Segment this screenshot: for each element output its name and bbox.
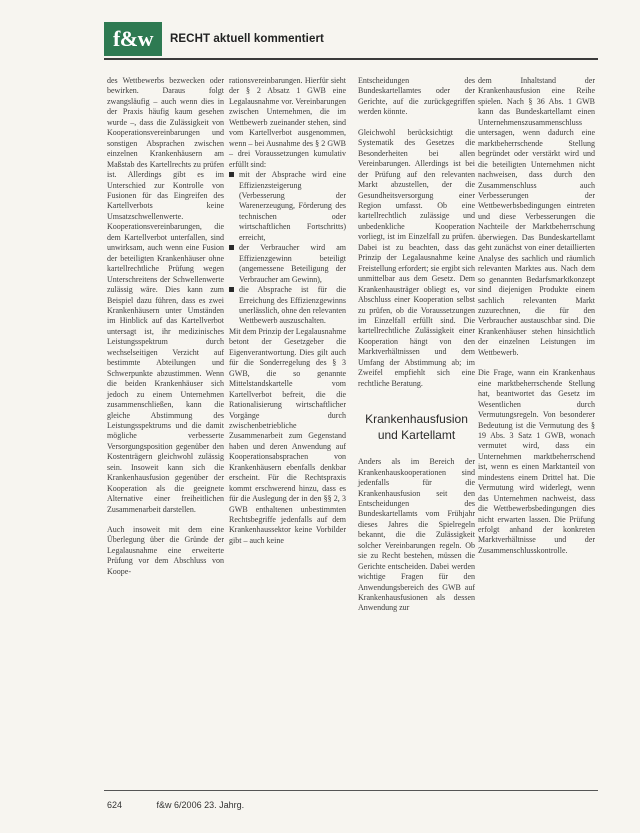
text-column-3 <box>358 76 475 614</box>
journal-issue: f&w 6/2006 23. Jahrg. <box>156 800 245 810</box>
paragraph: Auch insoweit mit dem eine Überlegung über die Gründe der Legalausnahme eine erweiterte Prüfung vor dem Abschluss von Koope- <box>107 525 224 576</box>
paragraph: dem Inhaltstand der Krankenhausfusion eine Reihe spielen. Nach § 36 Abs. 1 GWB kann das Bundeskartellamt einen Unternehmenszusammenschluss untersagen, wenn dadurch eine marktbeherrschende Stellung begründet oder verstärkt wird und die beteiligten Unternehmen nicht nachweisen, dass durch den Zusammenschluss auch Verbesserungen der Wettbewerbsbedingungen eintreten und diese Verbesserungen die Nachteile der Marktbeherrschung überwiegen. Das Bundeskartellamt geht zunächst von einer detaillierten Analyse des sachlich und räumlich relevanten Marktes aus. Nach dem so genannten Bedarfsmarktkonzept sind diejenigen Produkte einem sachlich relevanten Markt zuzurechnen, die für den Verbraucher austauschbar sind. Die Krankenhäuser stehen hinsichtlich der einzelnen Leistungen im Wettbewerb. <box>478 76 595 357</box>
page-number: 624 <box>107 800 123 810</box>
footer-divider <box>104 790 598 791</box>
text-column-2 <box>229 76 346 546</box>
section-subheading: Krankenhausfusion und Kartellamt <box>365 412 468 443</box>
bullet-list <box>229 170 346 327</box>
text-column-4 <box>478 76 595 556</box>
paragraph: Entscheidungen des Bundeskartellamtes oder der Gerichte, auf die zurückgegriffen werden könnte. <box>358 76 475 117</box>
section-title: RECHT aktuell kommentiert <box>170 33 324 45</box>
text-column-1 <box>107 76 224 577</box>
list-item: der Verbraucher wird am Effizienzgewinn beteiligt (angemessene Beteiligung der Verbraucher am Gewinn), <box>229 243 346 285</box>
paragraph: Die Frage, wann ein Krankenhaus eine marktbeherrschende Stellung hat, beantwortet das Gesetz im Wesentlichen durch Vermutungsregeln. Von besonderer Bedeutung ist die Vermutung des § 19 Abs. 3 Satz 1 GWB, wonach vermutet wird, dass ein Unternehmen marktbeherrschend ist, wenn es einen Marktanteil von mindestens einem Drittel hat. Die Vermutung wird widerlegt, wenn das Unternehmen nachweist, dass die Wettbewerbsbedingungen dies nicht erwarten lassen. Die Prüfung erfolgt anhand der konkreten Marktverhältnisse und der Zusammenschlusskontrolle. <box>478 368 595 555</box>
header-divider <box>104 58 598 60</box>
paragraph: Gleichwohl berücksichtigt die Systematik des Gesetzes die Besonderheiten bei allen Vereinbarungen. Allerdings ist bei der Prüfung auf den relevanten Markt abzustellen, der die Gesundheitsversorgung einer Region umfasst. Ob eine kartellrechtlich zulässige und unbedenkliche Kooperation vorliegt, ist im Einzelfall zu prüfen. Dabei ist zu beachten, dass das Prinzip der Legalausnahme keine Freistellung erfordert; sie ergibt sich unmittelbar aus dem Gesetz. Dem Krankenhausträger obliegt es, vor Abschluss einer Kooperation selbst zu prüfen, ob die Voraussetzungen im Einzelfall erfüllt sind. Die kartellrechtliche Zulässigkeit einer Kooperation hängt von den Marktverhältnissen und dem Umfang der Abstimmung ab; im Zweifel empfiehlt sich eine rechtliche Beratung. <box>358 127 475 388</box>
paragraph: des Wettbewerbs bezwecken oder bewirken. Daraus folgt zwangsläufig – auch wenn dies in der Praxis häufig kaum gesehen wurde –, dass die Zulässigkeit von Kooperationsvereinbarungen und sonstigen Absprachen zwischen einzelnen Krankenhäusern am Maßstab des Kartellrechts zu prüfen ist. Allerdings gibt es im Unterschied zur Kontrolle von Fusionen für das Eingreifen des Kartellverbots keine Umsatzschwellenwerte. Kooperationsvereinbarungen, die dem Kartellverbot unterfallen, sind unwirksam, auch wenn eine Fusion der beteiligten Krankenhäuser ohne kartellrechtliche Prüfung wegen Unterschreitens der Schwellenwerte zulässig wäre. Dies kann zum Beispiel dazu führen, dass es zwei Krankenhäusern unter Umständen im Hinblick auf das Kartellverbot untersagt ist, ihr medizinisches Leistungsspektrum durch wechselseitigen Verzicht auf bestimmte Abteilungen und Schwerpunkte abzustimmen. Wenn die beiden Krankenhäuser sich jedoch zu einem Unternehmen zusammenschließen, kann die gleiche Abstimmung des Leistungsspektrums und die damit mögliche verbesserte Versorgungsposition gegenüber den Kostenträgern gleichwohl zulässig sein. Insoweit kann sich die Krankenhausfusion gegenüber der Kooperation als die geeignete Alternative einer freiheitlichen Zusammenarbeit darstellen. <box>107 76 224 514</box>
list-item: mit der Absprache wird eine Effizienzsteigerung (Verbesserung der Warenerzeugung, Förderung des technischen oder wirtschaftlichen Fortschritts) erreicht, <box>229 170 346 243</box>
paragraph: rationsvereinbarungen. Hierfür sieht der § 2 Absatz 1 GWB eine Legalausnahme vor. Vereinbarungen zwischen Unternehmen, die im Wettbewerb zueinander stehen, sind vom Kartellverbot ausgenommen, wenn – bei Ausnahme des § 2 GWB – drei Voraussetzungen kumulativ erfüllt sind: <box>229 76 346 169</box>
journal-logo: f&w <box>104 22 162 56</box>
paragraph: Anders als im Bereich der Krankenhauskooperationen sind jedenfalls für die Krankenhausfusion seit den Entscheidungen des Bundeskartellamts vom Frühjahr dieses Jahres die Spielregeln bekannt, die die Zulässigkeit solcher Vereinbarungen regeln. Ob sie zu Recht bestehen, müssen die Gerichte entscheiden. Dabei werden wichtige Fragen für den Anwendungsbereich des GWB auf Krankenhausfusionen als dessen Anwendung zur <box>358 457 475 613</box>
page-footer <box>107 800 276 810</box>
list-item: die Absprache ist für die Erreichung des Effizienzgewinns unerlässlich, ohne den relevanten Wettbewerb auszuschalten. <box>229 285 346 327</box>
paragraph: Mit dem Prinzip der Legalausnahme betont der Gesetzgeber die Eigenverantwortung. Dies gilt auch für die Sonderregelung des § 3 GWB, die so genannte Mittelstandskartelle vom Kartellverbot befreit, die die Rationalisierung wirtschaftlicher Vorgänge durch zwischenbetriebliche Zusammenarbeit zum Gegenstand haben und deren Anwendung auf Kooperationsabsprachen von Krankenhäusern ebenfalls denkbar erscheint. Für die Rechtspraxis kommt erschwerend hinzu, dass es für die Auslegung der in den §§ 2, 3 GWB enthaltenen unbestimmten Rechtsbegriffe jedenfalls auf dem Krankenhaussektor keine Vorbilder gibt – auch keine <box>229 326 346 545</box>
